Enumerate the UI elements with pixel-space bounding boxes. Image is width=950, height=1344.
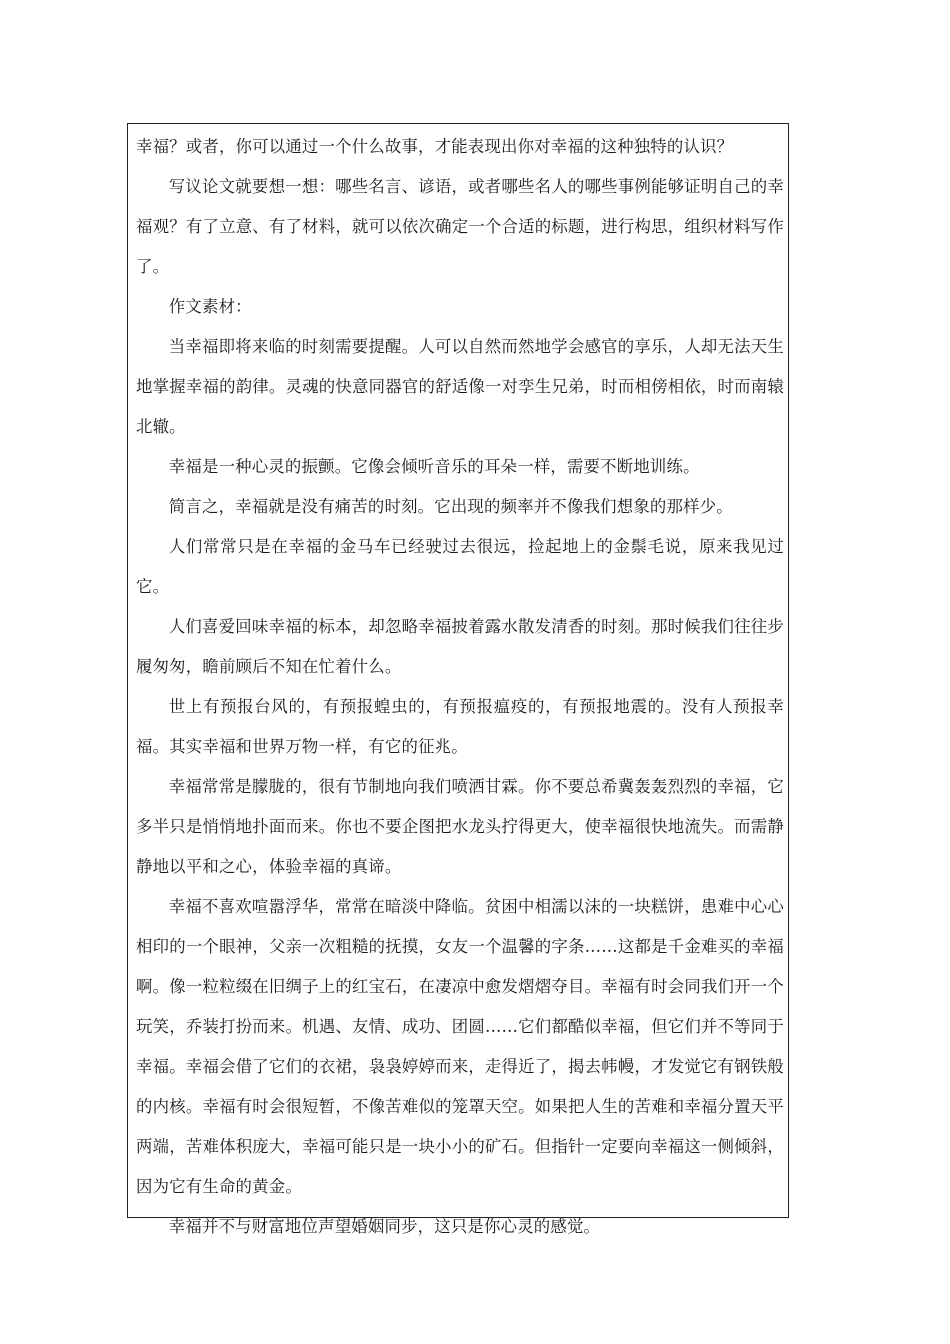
paragraph-continuation: 幸福？或者，你可以通过一个什么故事，才能表现出你对幸福的这种独特的认识？ xyxy=(136,137,734,156)
paragraph-material-8: 幸福不喜欢喧嚣浮华，常常在暗淡中降临。贫困中相濡以沫的一块糕饼，患难中心心相印的一个眼神，父亲一次粗糙的抚摸，女友一个温馨的字条……这都是千金难买的幸福啊。像一粒粒缀在旧绸子上的红宝石，在凄凉中愈发熠熠夺目。幸福有时会同我们开一个玩笑，乔装打扮而来。机遇、友情、成功、团圆……它们都酷似幸福，但它们并不等同于幸福。幸福会借了它们的衣裙，袅袅婷婷而来，走得近了，揭去帏幔，才发觉它有钢铁般的内核。幸福有时会很短暂，不像苦难似的笼罩天空。如果把人生的苦难和幸福分置天平两端，苦难体积庞大，幸福可能只是一块小小的矿石。但指针一定要向幸福这一侧倾斜，因为它有生命的黄金。 xyxy=(136,897,784,1196)
paragraph-material-1: 当幸福即将来临的时刻需要提醒。人可以自然而然地学会感官的享乐，人却无法天生地掌握幸福的韵律。灵魂的快意同器官的舒适像一对孪生兄弟，时而相傍相依，时而南辕北辙。 xyxy=(136,337,784,436)
paragraph-material-4: 人们常常只是在幸福的金马车已经驶过去很远，捡起地上的金鬃毛说，原来我见过它。 xyxy=(136,537,784,596)
article-body xyxy=(136,127,784,1247)
paragraph-material-5: 人们喜爱回味幸福的标本，却忽略幸福披着露水散发清香的时刻。那时候我们往往步履匆匆，瞻前顾后不知在忙着什么。 xyxy=(136,617,784,676)
paragraph-writing-advice: 写议论文就要想一想：哪些名言、谚语，或者哪些名人的哪些事例能够证明自己的幸福观？有了立意、有了材料，就可以依次确定一个合适的标题，进行构思，组织材料写作了。 xyxy=(136,177,784,276)
paragraph-material-9: 幸福并不与财富地位声望婚姻同步，这只是你心灵的感觉。 xyxy=(168,1217,601,1236)
section-heading-materials: 作文素材： xyxy=(168,297,252,316)
paragraph-material-3: 简言之，幸福就是没有痛苦的时刻。它出现的频率并不像我们想象的那样少。 xyxy=(168,497,733,516)
paragraph-material-6: 世上有预报台风的，有预报蝗虫的，有预报瘟疫的，有预报地震的。没有人预报幸福。其实幸福和世界万物一样，有它的征兆。 xyxy=(136,697,784,756)
paragraph-material-7: 幸福常常是朦胧的，很有节制地向我们喷洒甘霖。你不要总希冀轰轰烈烈的幸福，它多半只是悄悄地扑面而来。你也不要企图把水龙头拧得更大，使幸福很快地流失。而需静静地以平和之心，体验幸福的真谛。 xyxy=(136,777,784,876)
paragraph-material-2: 幸福是一种心灵的振颤。它像会倾听音乐的耳朵一样，需要不断地训练。 xyxy=(168,457,700,476)
